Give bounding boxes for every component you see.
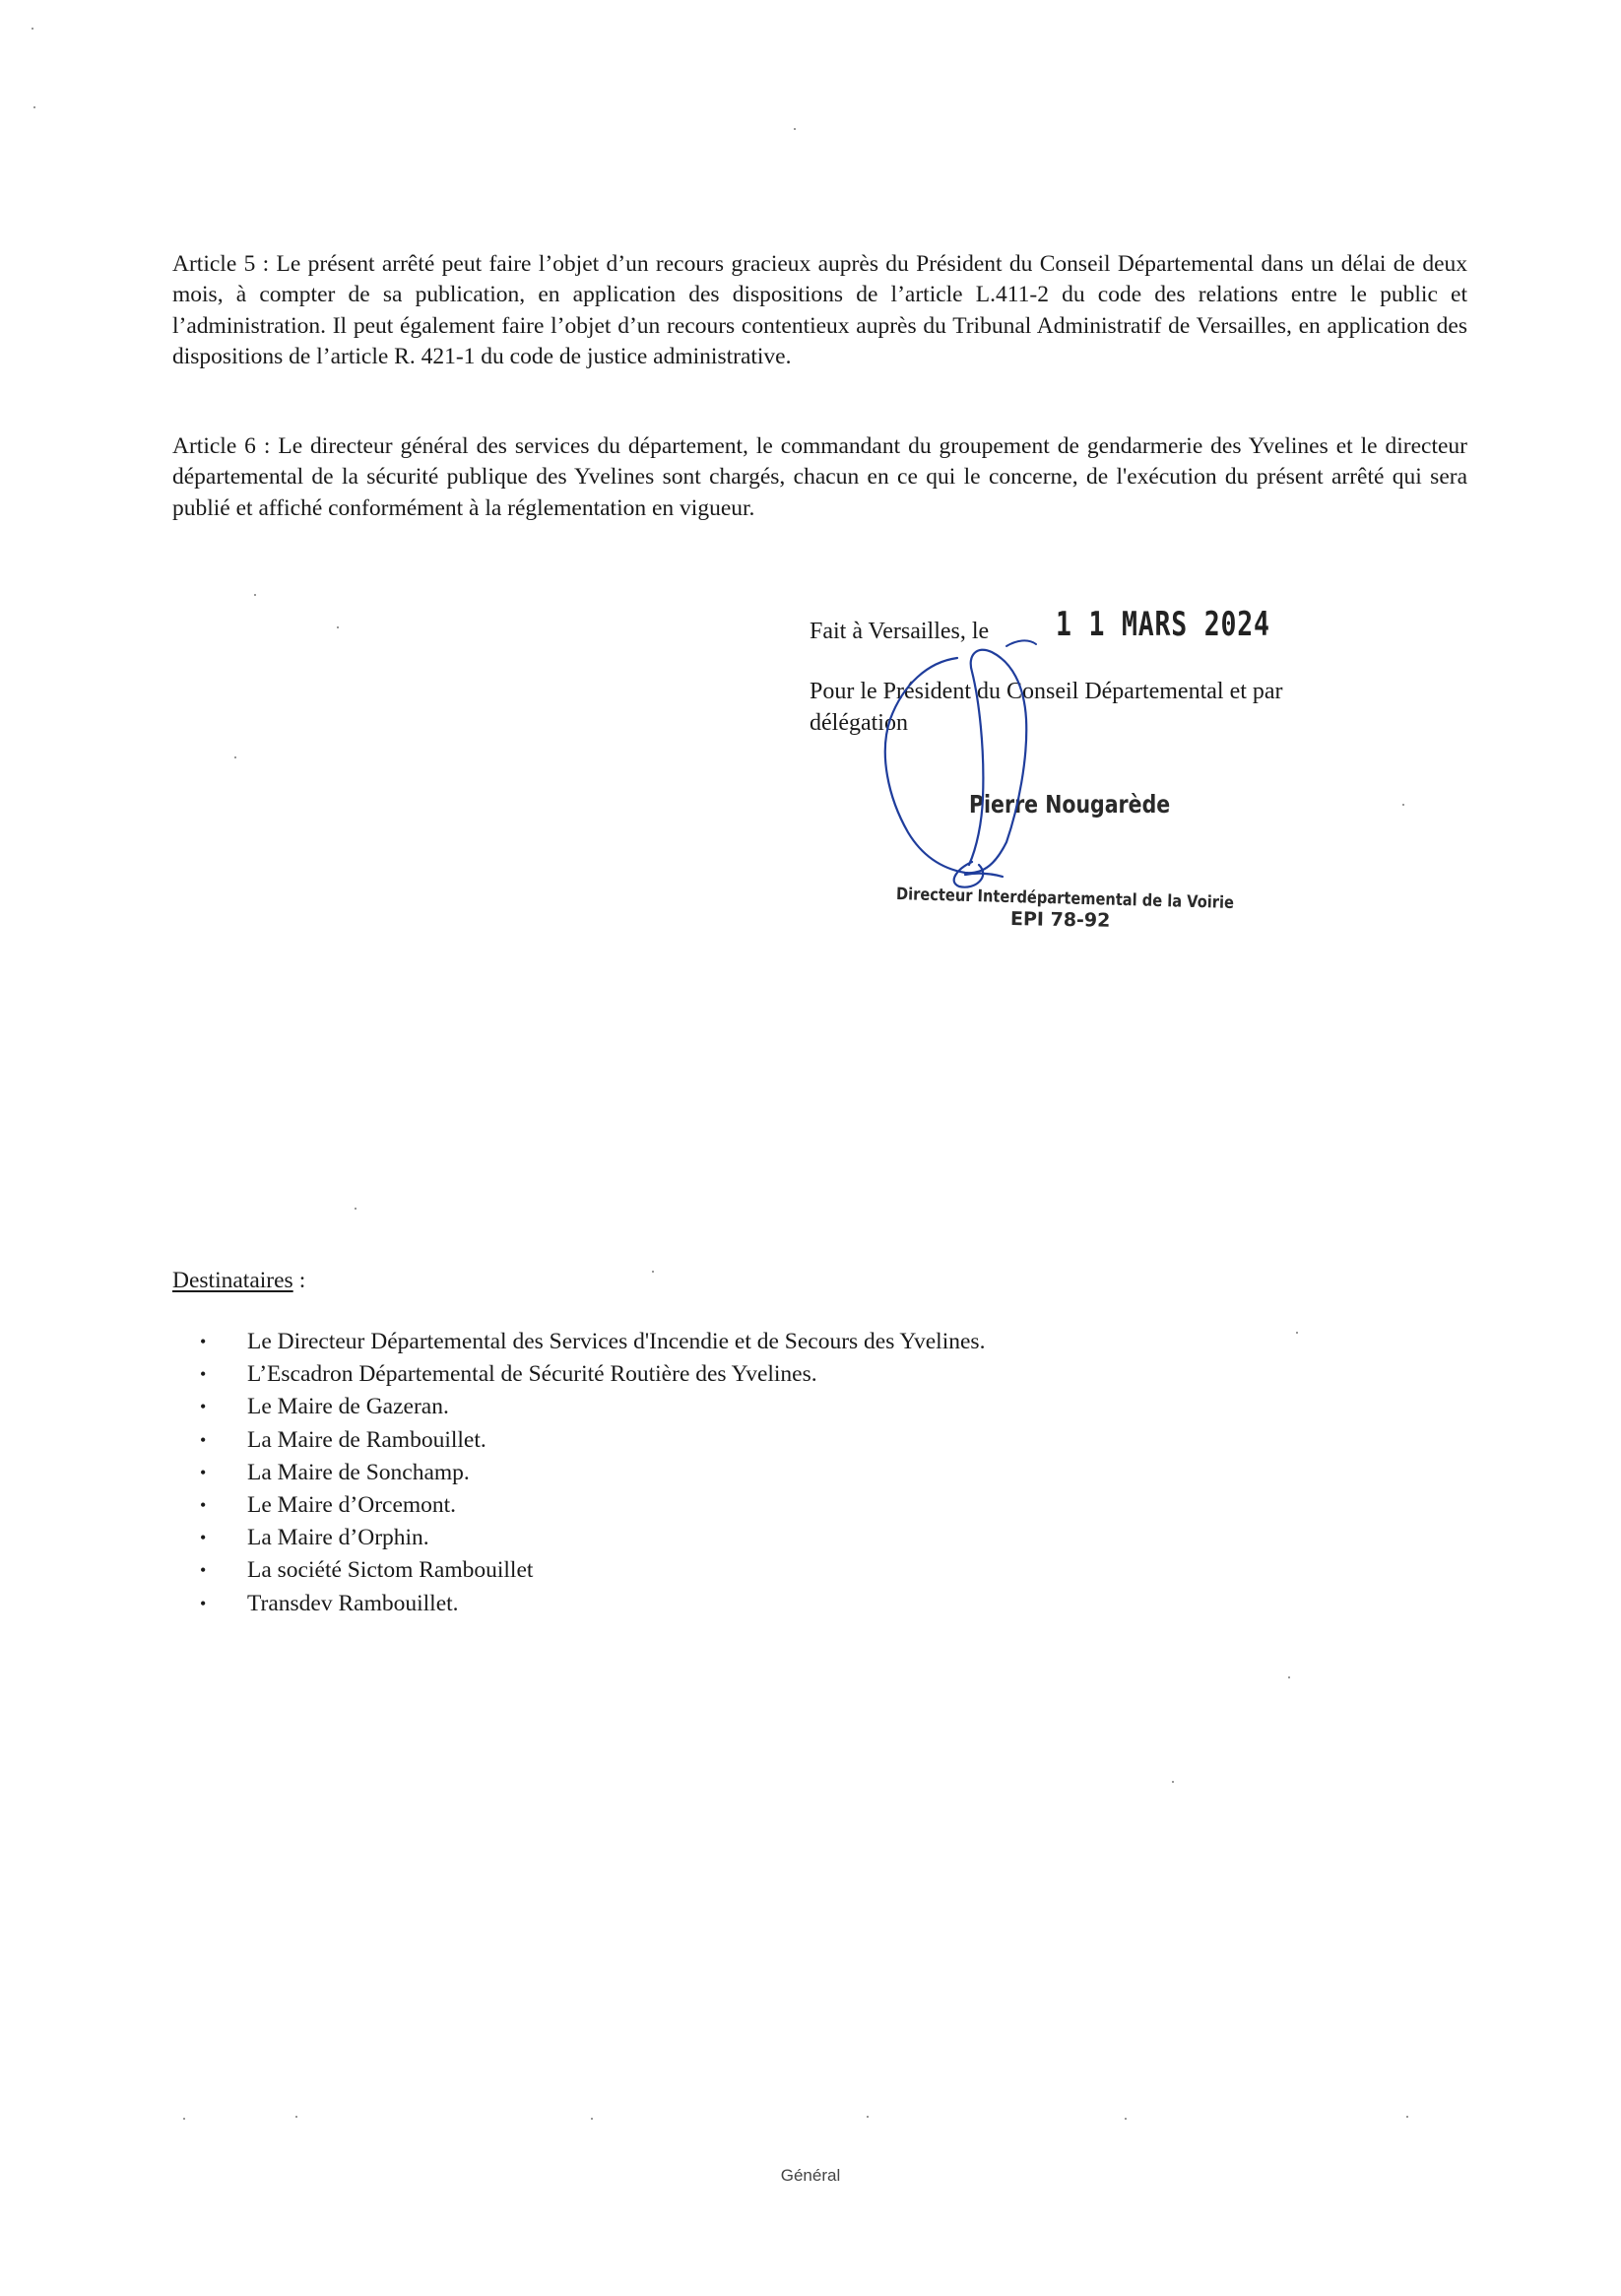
- bullet-icon: •: [200, 1397, 207, 1417]
- bullet-icon: •: [200, 1560, 207, 1581]
- place-and-date: [810, 605, 1361, 654]
- recipient-label: Transdev Rambouillet.: [247, 1590, 459, 1616]
- delegation-line: Pour le Président du Conseil Départemental et par délégation: [810, 679, 1283, 736]
- signing-place: Fait à Versailles, le: [810, 619, 990, 644]
- bullet-icon: •: [200, 1593, 207, 1613]
- scan-speck: [32, 28, 33, 30]
- signatory-service-stamp: EPI 78-92: [1009, 908, 1111, 932]
- classification-label: Général: [780, 2166, 841, 2185]
- recipient-item: [200, 1554, 985, 1587]
- recipient-label: L’Escadron Départemental de Sécurité Routière des Yvelines.: [247, 1361, 817, 1388]
- scan-speck: [794, 128, 796, 130]
- bullet-icon: •: [200, 1364, 207, 1385]
- recipients-heading-label: Destinataires: [172, 1268, 293, 1293]
- recipient-item: [200, 1358, 985, 1391]
- scan-speck: [1125, 2118, 1127, 2120]
- scan-speck: [183, 2118, 185, 2120]
- recipient-item: [200, 1588, 985, 1620]
- recipient-label: La Maire de Sonchamp.: [247, 1459, 470, 1485]
- scan-speck: [295, 2116, 297, 2118]
- bullet-icon: •: [200, 1332, 207, 1351]
- scan-speck: [1406, 2116, 1408, 2118]
- recipient-item: [200, 1489, 985, 1522]
- scan-speck: [652, 1271, 654, 1273]
- recipients-heading: [172, 1268, 305, 1294]
- recipient-item: [200, 1522, 985, 1554]
- article-6-paragraph: Article 6 : Le directeur général des services du département, le commandant du groupement de gendarmerie des Yvelines et le directeur départemental de la sécurité publique des Yvelines sont chargés, chacun en ce qui le concerne, de l'exécution du présent arrêté qui sera publié et affiché conformément à la réglementation en vigueur.: [172, 432, 1467, 521]
- recipient-label: Le Directeur Départemental des Services d'Incendie et de Secours des Yvelines.: [247, 1329, 986, 1354]
- scan-speck: [1296, 1332, 1298, 1334]
- scan-speck: [1402, 804, 1404, 806]
- scan-speck: [867, 2116, 869, 2118]
- scan-speck: [1288, 1676, 1290, 1678]
- recipient-label: Le Maire de Gazeran.: [247, 1394, 449, 1420]
- recipient-item: [200, 1457, 985, 1489]
- recipients-heading-colon: :: [298, 1268, 306, 1293]
- scan-speck: [254, 594, 256, 596]
- date-stamp: 1 1 MARS 2024: [1056, 605, 1270, 644]
- handwritten-signature: [810, 611, 1361, 926]
- bullet-icon: •: [200, 1429, 207, 1450]
- recipient-label: La Maire de Rambouillet.: [247, 1426, 486, 1453]
- article-5-paragraph: Article 5 : Le présent arrêté peut faire l’objet d’un recours gracieux auprès du Président du Conseil Départemental dans un délai de deux mois, à compter de sa publication, en application des dispositions de l’article L.411-2 du code des relations entre le public et l’administration. Il peut également faire l’objet d’un recours contentieux auprès du Tribunal Administratif de Versailles, en application des dispositions de l’article R. 421-1 du code de justice administrative.: [172, 250, 1467, 369]
- bullet-icon: •: [200, 1462, 207, 1482]
- scan-speck: [591, 2118, 593, 2120]
- recipient-item: [200, 1326, 985, 1358]
- signatory-name-stamp: Pierre Nougarède: [969, 790, 1171, 819]
- recipient-item: [200, 1391, 985, 1423]
- signatory-title-stamp: Directeur Interdépartemental de la Voirie: [895, 885, 1235, 913]
- scan-speck: [355, 1208, 357, 1210]
- recipient-label: La Maire d’Orphin.: [247, 1525, 429, 1551]
- scan-speck: [33, 106, 35, 108]
- recipient-item: [200, 1424, 985, 1457]
- recipients-list: [200, 1326, 985, 1620]
- bullet-icon: •: [200, 1528, 207, 1548]
- scan-speck: [337, 626, 339, 628]
- recipient-label: Le Maire d’Orcemont.: [247, 1492, 457, 1519]
- scan-speck: [1172, 1781, 1174, 1783]
- recipient-label: La société Sictom Rambouillet: [247, 1557, 534, 1584]
- scan-speck: [234, 756, 236, 758]
- signature-block: [810, 605, 1361, 932]
- bullet-icon: •: [200, 1495, 207, 1516]
